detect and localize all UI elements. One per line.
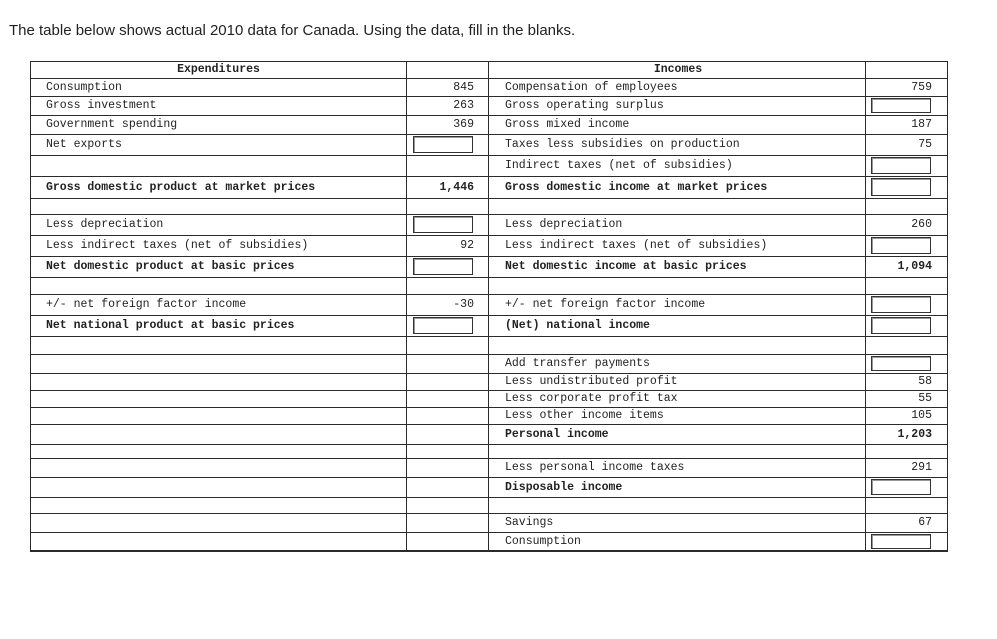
column-divider [865, 61, 866, 551]
answer-input-less-indirect-taxes-net-of-subsidies[interactable] [871, 237, 931, 254]
table-row [30, 78, 948, 97]
expenditure-value: 369 [453, 118, 474, 131]
expenditures-header: Expenditures [177, 63, 260, 76]
table-row [30, 235, 948, 257]
table-row [30, 294, 948, 316]
expenditure-value: 263 [453, 99, 474, 112]
answer-input-add-transfer-payments[interactable] [871, 356, 931, 371]
expenditure-label-net-domestic-product-at-basic-prices: Net domestic product at basic prices [46, 260, 295, 273]
expenditure-value: 92 [460, 239, 474, 252]
income-value: 67 [918, 516, 932, 529]
answer-input-consumption[interactable] [871, 534, 931, 549]
table-row [30, 390, 948, 408]
income-value: 1,094 [897, 260, 932, 273]
income-label-less-corporate-profit-tax: Less corporate profit tax [505, 392, 678, 405]
expenditure-value: -30 [453, 298, 474, 311]
table-row [30, 176, 948, 199]
income-value: 260 [911, 218, 932, 231]
income-label-net-foreign-factor-income: +/- net foreign factor income [505, 298, 706, 311]
table-row [30, 444, 948, 459]
expenditure-label-less-depreciation: Less depreciation [46, 218, 164, 231]
income-label-net-national-income: (Net) national income [505, 319, 650, 332]
income-label-gross-domestic-income-at-market-prices: Gross domestic income at market prices [505, 180, 768, 194]
table-row [30, 532, 948, 552]
expenditure-label-consumption: Consumption [46, 80, 122, 94]
table-row [30, 315, 948, 337]
table-row [30, 256, 948, 278]
income-value: 1,203 [897, 427, 932, 441]
table-row [30, 277, 948, 295]
table-row [30, 134, 948, 156]
income-label-net-domestic-income-at-basic-prices: Net domestic income at basic prices [505, 260, 747, 273]
income-label-savings: Savings [505, 516, 554, 529]
table-row [30, 513, 948, 533]
income-value: 291 [911, 461, 932, 474]
income-label-gross-operating-surplus: Gross operating surplus [505, 99, 664, 112]
expenditure-label-gross-investment: Gross investment [46, 99, 157, 112]
table-row [30, 373, 948, 391]
income-label-less-undistributed-profit: Less undistributed profit [505, 375, 678, 388]
income-value: 55 [918, 392, 932, 405]
expenditure-label-less-indirect-taxes-net-of-subsidies: Less indirect taxes (net of subsidies) [46, 239, 309, 252]
expenditure-label-government-spending: Government spending [46, 118, 178, 131]
column-divider [488, 61, 489, 551]
income-label-less-other-income-items: Less other income items [505, 409, 664, 422]
table-row [30, 198, 948, 215]
table-row [30, 354, 948, 374]
income-label-taxes-less-subsidies-on-production: Taxes less subsidies on production [505, 138, 740, 151]
table-row [30, 477, 948, 498]
expenditure-value: 1,446 [439, 180, 474, 194]
income-value: 187 [911, 118, 932, 131]
income-value: 58 [918, 375, 932, 388]
incomes-header: Incomes [653, 63, 703, 76]
answer-input-gross-operating-surplus[interactable] [871, 98, 931, 113]
expenditure-value: 845 [453, 80, 474, 94]
table-row [30, 336, 948, 355]
answer-input-net-foreign-factor-income[interactable] [871, 296, 931, 313]
income-label-disposable-income: Disposable income [505, 480, 623, 494]
answer-input-gross-domestic-income-at-market-prices[interactable] [871, 178, 931, 196]
question-prompt: The table below shows actual 2010 data for Canada. Using the data, fill in the blanks. [9, 22, 576, 39]
table-row [30, 497, 948, 514]
answer-input-net-national-product-at-basic-prices[interactable] [413, 317, 473, 334]
income-label-gross-mixed-income: Gross mixed income [505, 118, 630, 131]
table-row [30, 155, 948, 177]
income-value: 75 [918, 138, 932, 151]
answer-input-net-national-income[interactable] [871, 317, 931, 334]
answer-input-indirect-taxes-net-of-subsidies[interactable] [871, 157, 931, 174]
income-value: 105 [911, 409, 932, 422]
expenditure-label-net-exports: Net exports [46, 138, 122, 151]
expenditure-label-net-national-product-at-basic-prices: Net national product at basic prices [46, 319, 295, 332]
expenditure-label-gross-domestic-product-at-market-prices: Gross domestic product at market prices [46, 180, 316, 194]
income-label-indirect-taxes-net-of-subsidies: Indirect taxes (net of subsidies) [505, 159, 733, 172]
expenditure-label-net-foreign-factor-income: +/- net foreign factor income [46, 298, 247, 311]
table-row [30, 96, 948, 116]
table-row [30, 214, 948, 236]
answer-input-net-domestic-product-at-basic-prices[interactable] [413, 258, 473, 275]
income-label-compensation-of-employees: Compensation of employees [505, 80, 678, 94]
table-row [30, 424, 948, 445]
income-label-less-indirect-taxes-net-of-subsidies: Less indirect taxes (net of subsidies) [505, 239, 768, 252]
answer-input-net-exports[interactable] [413, 136, 473, 153]
table-row [30, 458, 948, 478]
income-label-consumption: Consumption [505, 535, 581, 548]
answer-input-less-depreciation[interactable] [413, 216, 473, 233]
column-divider [406, 61, 407, 551]
income-label-add-transfer-payments: Add transfer payments [505, 357, 650, 370]
table-row [30, 407, 948, 425]
income-value: 759 [911, 80, 932, 94]
income-label-personal-income: Personal income [505, 427, 609, 441]
table-row [30, 115, 948, 135]
income-label-less-depreciation: Less depreciation [505, 218, 623, 231]
answer-input-disposable-income[interactable] [871, 479, 931, 495]
table-header-row [30, 61, 948, 79]
income-label-less-personal-income-taxes: Less personal income taxes [505, 461, 685, 474]
